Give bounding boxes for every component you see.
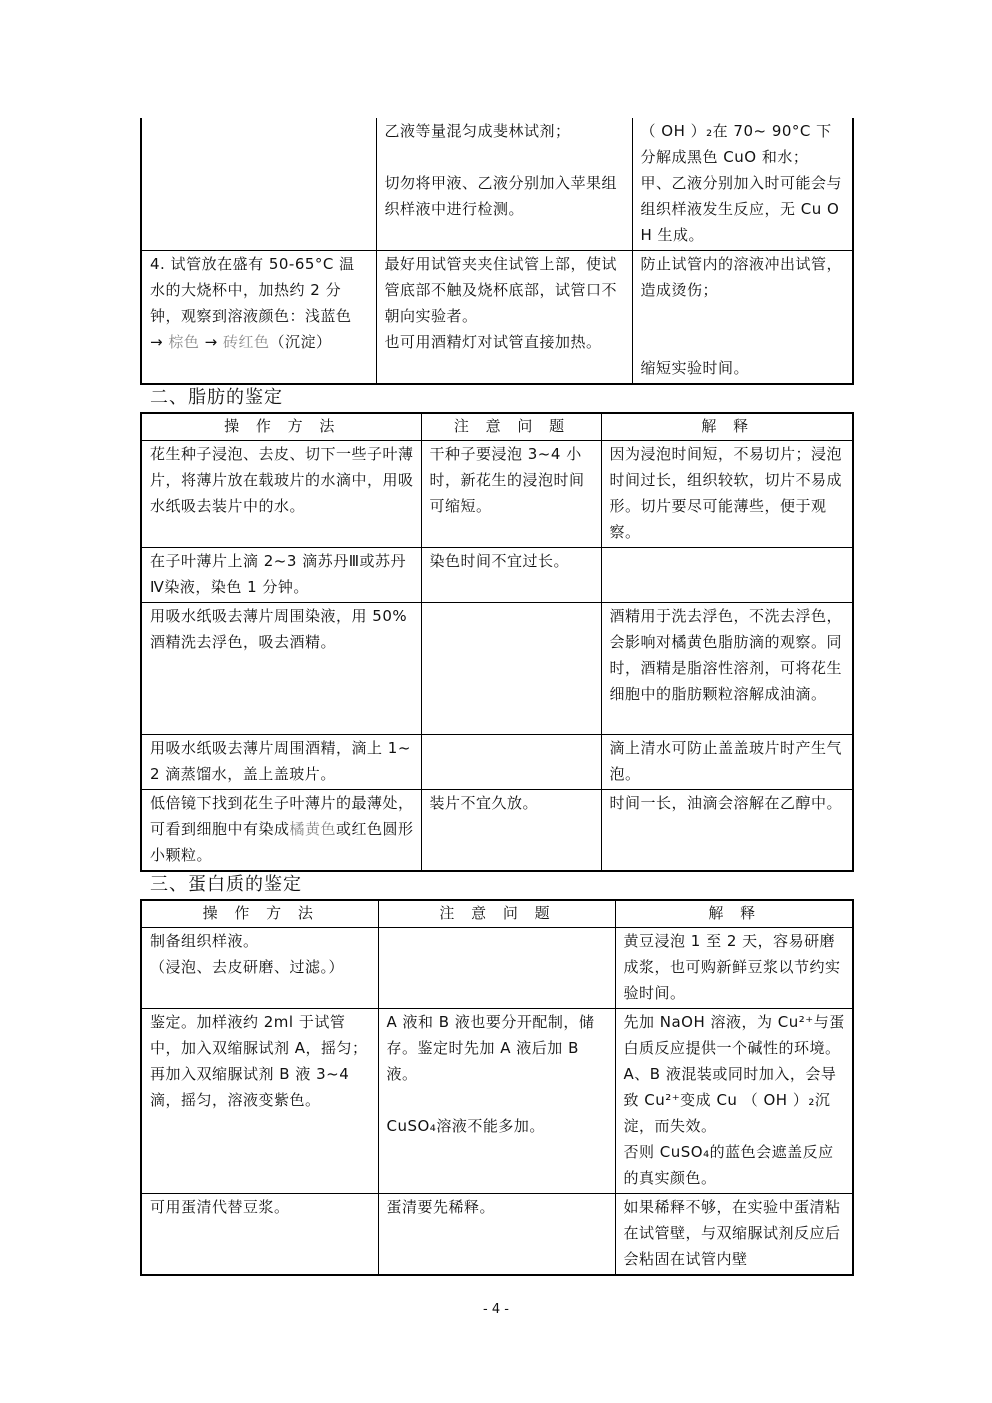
- op-arrow: →: [199, 333, 223, 351]
- table-header-row: [141, 900, 853, 928]
- table-row: [141, 603, 853, 735]
- cell-op: 可用蛋清代替豆浆。: [141, 1194, 378, 1276]
- section-title-protein: 三、蛋白质的鉴定: [150, 874, 302, 895]
- table-row: [141, 118, 853, 251]
- cell-op: 用吸水纸吸去薄片周围染液，用 50%酒精洗去浮色，吸去酒精。: [141, 603, 421, 735]
- cell-explain: 如果稀释不够，在实验中蛋清粘在试管壁，与双缩脲试剂反应后会粘固在试管内壁: [615, 1194, 853, 1276]
- table-row: [141, 251, 853, 385]
- cell-op: [141, 251, 376, 385]
- document-page: [140, 118, 852, 1276]
- cell-note: [378, 928, 615, 1009]
- cell-op: [141, 790, 421, 872]
- table-fat: [140, 412, 854, 872]
- header-explain: 解 释: [601, 413, 853, 441]
- cell-note: 干种子要浸泡 3~4 小时，新花生的浸泡时间可缩短。: [421, 441, 601, 548]
- op-text: 4. 试管放在盛有 50-65°C 温水的大烧杯中，加热约 2 分钟，观察到溶液颜色：浅蓝色 →: [150, 255, 355, 351]
- cell-explain: 黄豆浸泡 1 至 2 天，容易研磨成浆，也可购新鲜豆浆以节约实验时间。: [615, 928, 853, 1009]
- cell-op: 花生种子浸泡、去皮、切下一些子叶薄片，将薄片放在载玻片的水滴中，用吸水纸吸去装片中的水。: [141, 441, 421, 548]
- header-op: 操 作 方 法: [141, 900, 378, 928]
- header-op: 操 作 方 法: [141, 413, 421, 441]
- op-text-end: （沉淀）: [269, 333, 332, 351]
- op-color-brown: 棕色: [168, 333, 200, 351]
- cell-op: 鉴定。加样液约 2ml 于试管中，加入双缩脲试剂 A，摇匀；再加入双缩脲试剂 B 液 3~4 滴，摇匀，溶液变紫色。: [141, 1009, 378, 1194]
- cell-explain: 滴上清水可防止盖盖玻片时产生气泡。: [601, 735, 853, 790]
- cell-note: A 液和 B 液也要分开配制，储存。鉴定时先加 A 液后加 B 液。 CuSO₄溶液不能多加。: [378, 1009, 615, 1194]
- cell-explain: [601, 548, 853, 603]
- cell-op: 在子叶薄片上滴 2~3 滴苏丹Ⅲ或苏丹Ⅳ染液，染色 1 分钟。: [141, 548, 421, 603]
- cell-explain: 酒精用于洗去浮色，不洗去浮色，会影响对橘黄色脂肪滴的观察。同时，酒精是脂溶性溶剂，可将花生细胞中的脂肪颗粒溶解成油滴。: [601, 603, 853, 735]
- cell-note: 最好用试管夹夹住试管上部，使试管底部不触及烧杯底部，试管口不朝向实验者。 也可用酒精灯对试管直接加热。: [376, 251, 632, 385]
- op-color-brick-red: 砖红色: [222, 333, 270, 351]
- header-note: 注 意 问 题: [421, 413, 601, 441]
- table-header-row: [141, 413, 853, 441]
- table-row: [141, 790, 853, 872]
- cell-explain: 因为浸泡时间短，不易切片；浸泡时间过长，组织较软，切片不易成形。切片要尽可能薄些，便于观察。: [601, 441, 853, 548]
- cell-explain: 先加 NaOH 溶液，为 Cu²⁺与蛋白质反应提供一个碱性的环境。A、B 液混装或同时加入，会导致 Cu²⁺变成 Cu （ OH ）₂沉淀，而失效。 否则 CuSO₄的蓝色会遮盖反应的真实颜色。: [615, 1009, 853, 1194]
- cell-note: [421, 603, 601, 735]
- cell-explain: 防止试管内的溶液冲出试管，造成烫伤； 缩短实验时间。: [632, 251, 853, 385]
- cell-op: 用吸水纸吸去薄片周围酒精，滴上 1~2 滴蒸馏水，盖上盖玻片。: [141, 735, 421, 790]
- cell-note: 乙液等量混匀成斐林试剂； 切勿将甲液、乙液分别加入苹果组织样液中进行检测。: [376, 118, 632, 251]
- table-row: [141, 548, 853, 603]
- cell-note: 装片不宜久放。: [421, 790, 601, 872]
- cell-note: [421, 735, 601, 790]
- table-row: [141, 1009, 853, 1194]
- page-number: - 4 -: [483, 1302, 509, 1317]
- section-title-fat: 二、脂肪的鉴定: [150, 387, 283, 408]
- op-color-orange: 橘黄色: [289, 820, 337, 838]
- table-row: [141, 735, 853, 790]
- op-text: 低倍镜下找到花生子叶薄片的最薄处，可看到细胞中有染成: [150, 794, 414, 838]
- cell-op: [141, 118, 376, 251]
- op-text-end: 或红色圆形小颗粒。: [150, 820, 414, 864]
- table-row: [141, 1194, 853, 1276]
- cell-explain: 时间一长，油滴会溶解在乙醇中。: [601, 790, 853, 872]
- table-row: [141, 441, 853, 548]
- cell-explain: （ OH ）₂在 70~ 90°C 下分解成黑色 CuO 和水； 甲、乙液分别加入时可能会与组织样液发生反应，无 Cu OH 生成。: [632, 118, 853, 251]
- header-note: 注 意 问 题: [378, 900, 615, 928]
- header-explain: 解 释: [615, 900, 853, 928]
- table-row: [141, 928, 853, 1009]
- cell-note: 蛋清要先稀释。: [378, 1194, 615, 1276]
- table-reducing-sugar-continued: [140, 118, 854, 385]
- cell-op: 制备组织样液。 （浸泡、去皮研磨、过滤。）: [141, 928, 378, 1009]
- table-protein: [140, 899, 854, 1276]
- cell-note: 染色时间不宜过长。: [421, 548, 601, 603]
